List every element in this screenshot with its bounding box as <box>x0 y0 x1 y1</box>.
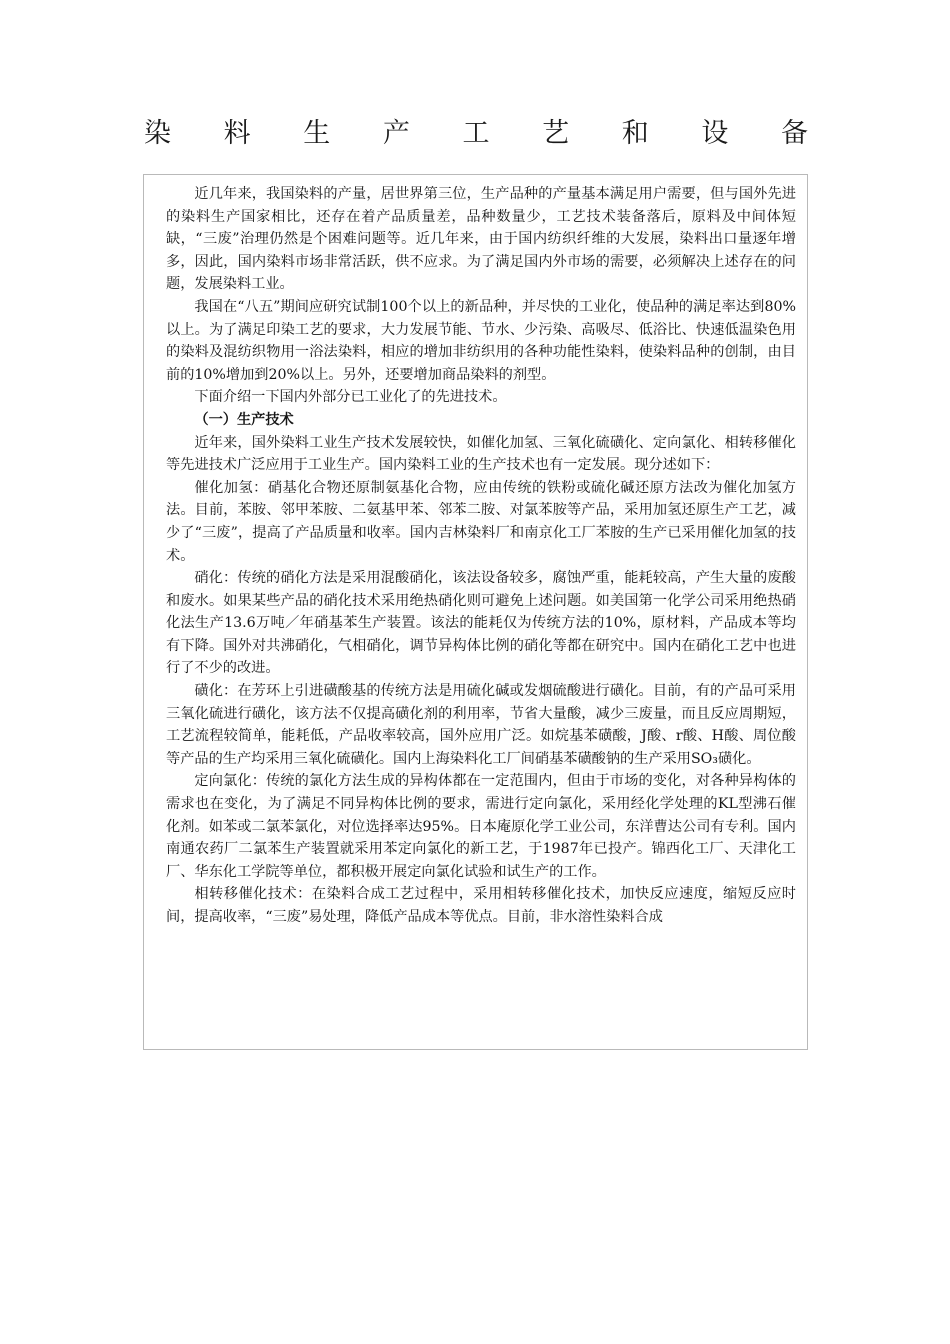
sulfonation-paragraph <box>166 680 796 770</box>
title-char: 生 <box>303 118 331 149</box>
intro-paragraph-2: 我国在“八五”期间应研究试制100个以上的新品种，并尽快的工业化，使品种的满足率达到80%以上。为了满足印染工艺的要求，大力发展节能、节水、少污染、高吸尽、低浴比、快速低温染色用的染料及混纺织物用一浴法染料，相应的增加非纺织用的各种功能性染料，使染料品种的创制，由目前的10%增加到20%以上。另外，还要增加商品染料的剂型。 <box>166 298 796 383</box>
hydrogenation-paragraph <box>166 477 796 567</box>
title-char: 备 <box>781 118 808 149</box>
phase-transfer-text: 在染料合成工艺过程中，采用相转移催化技术，加快反应速度，缩短反应时间，提高收率，“三废”易处理，降低产品成本等优点。目前，非水溶性染料合成 <box>166 886 796 925</box>
text-frame <box>143 174 808 1050</box>
title-char: 染 <box>144 118 171 149</box>
nitration-text: 传统的硝化方法是采用混酸硝化，该法设备较多，腐蚀严重，能耗较高，产生大量的废酸和废水。如果某些产品的硝化技术采用绝热硝化则可避免上述问题。如美国第一化学公司采用绝热硝化法生产13.6万吨／年硝基苯生产装置。该法的能耗仅为传统方法的10%，原材料，产品成本等均有下降。国外对共沸硝化，气相硝化，调节异构体比例的硝化等都在研究中。国内在硝化工艺中也进行了不少的改进。 <box>166 570 796 677</box>
title-char: 产 <box>382 118 410 149</box>
nitration-lead: 硝化： <box>194 570 238 587</box>
sulfonation-text: 在芳环上引进磺酸基的传统方法是用硫化碱或发烟硫酸进行磺化。目前，有的产品可采用三氧化硫进行磺化，该方法不仅提高磺化剂的利用率，节省大量酸，减少三废量，而且反应周期短，工艺流程较简单，能耗低，产品收率较高，国外应用广泛。如烷基苯磺酸，J酸、r酸、H酸、周位酸等产品的生产均采用三氧化硫磺化。国内上海染料化工厂间硝基苯磺酸钠的生产采用SO₃磺化。 <box>166 683 796 767</box>
title-char: 艺 <box>542 118 570 149</box>
phase-transfer-paragraph <box>166 883 796 928</box>
hydrogenation-text: 硝基化合物还原制氨基化合物，应由传统的铁粉或硫化碱还原方法改为催化加氢方法。目前，苯胺、邻甲苯胺、二氨基甲苯、邻苯二胺、对氯苯胺等产品，采用加氢还原生产工艺，减少了“三废”，提高了产品质量和收率。国内吉林染料厂和南京化工厂苯胺的生产已采用催化加氢的技术。 <box>166 479 796 564</box>
title-char: 料 <box>223 118 251 149</box>
intro-paragraph-3: 下面介绍一下国内外部分已工业化了的先进技术。 <box>194 389 507 406</box>
title-char: 工 <box>462 118 490 149</box>
section-intro-paragraph: 近年来，国外染料工业生产技术发展较快，如催化加氢、三氧化硫磺化、定向氯化、相转移催化等先进技术广泛应用于工业生产。国内染料工业的生产技术也有一定发展。现分述如下： <box>166 434 796 474</box>
section-heading: （一）生产技术 <box>194 411 294 428</box>
title-char: 设 <box>701 118 729 149</box>
nitration-paragraph <box>166 567 796 680</box>
chlorination-lead: 定向氯化： <box>194 773 267 790</box>
intro-paragraph-1: 近几年来，我国染料的产量，居世界第三位，生产品种的产量基本满足用户需要，但与国外先进的染料生产国家相比，还存在着产品质量差，品种数量少，工艺技术装备落后，原料及中间体短缺，“三废”治理仍然是个困难问题等。近几年来，由于国内纺织纤维的大发展，染料出口量逐年增多，因此，国内染料市场非常活跃，供不应求。为了满足国内外市场的需要，必须解决上述存在的问题，发展染料工业。 <box>166 186 796 293</box>
page-title <box>144 114 808 154</box>
hydrogenation-lead: 催化加氢： <box>194 479 268 496</box>
chlorination-text: 传统的氯化方法生成的异构体都在一定范围内，但由于市场的变化，对各种异构体的需求也在变化，为了满足不同异构体比例的要求，需进行定向氯化，采用经化学处理的KL型沸石催化剂。如苯或二氯苯氯化，对位选择率达95%。日本庵原化学工业公司，东洋曹达公司有专利。国内南通农药厂二氯苯生产装置就采用苯定向氯化的新工艺，于1987年已投产。锦西化工厂、天津化工厂、华东化工学院等单位，都积极开展定向氯化试验和试生产的工作。 <box>166 773 796 880</box>
chlorination-paragraph <box>166 770 796 883</box>
article-body <box>166 183 796 929</box>
sulfonation-lead: 磺化： <box>194 683 238 700</box>
phase-transfer-lead: 相转移催化技术： <box>194 886 312 903</box>
title-char: 和 <box>621 118 649 149</box>
